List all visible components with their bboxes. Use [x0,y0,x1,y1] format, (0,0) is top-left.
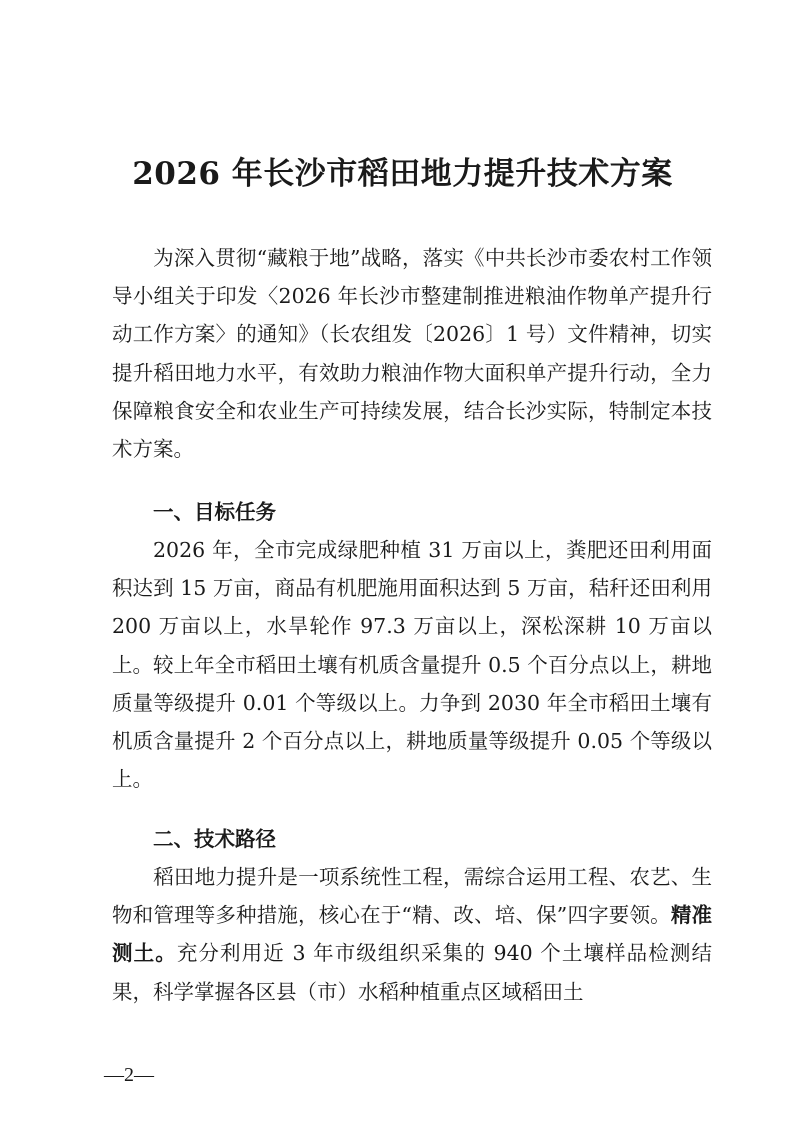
precise-soil-testing-label: 精准测土。 [112,903,713,966]
technical-path-text-1: 稻田地力提升是一项系统性工程，需综合运用工程、农艺、生物和管理等多种措施，核心在于“精、改、培、保”四字要领。 [112,865,712,928]
technical-path-paragraph [112,858,712,1011]
page-number: —2— [104,1064,154,1086]
section-heading-technical-path: 二、技术路径 [153,827,276,851]
technical-path-text-2: 充分利用近 3 年市级组织采集的 940 个土壤样品检测结果，科学掌握各区县（市）水稻种植重点区域稻田土 [112,941,712,1004]
goals-paragraph-text: 2026 年，全市完成绿肥种植 31 万亩以上，粪肥还田利用面积达到 15 万亩，商品有机肥施用面积达到 5 万亩，秸秆还田利用 200 万亩以上，水旱轮作 97.3 万亩以上，深松深耕 10 万亩以上。较上年全市稻田土壤有机质含量提升 0.5 个百分点以上，耕地质量等级提升 0.01 个等级以上。力争到 2030 年全市稻田土壤有机质含量提升 2 个百分点以上，耕地质量等级提升 0.05 个等级以上。 [112,538,712,792]
section-heading-goals: 一、目标任务 [153,500,276,524]
document-title: 2026 年长沙市稻田地力提升技术方案 [132,156,673,192]
intro-paragraph [112,239,712,468]
goals-paragraph [112,531,712,798]
intro-paragraph-text: 为深入贯彻“藏粮于地”战略，落实《中共长沙市委农村工作领导小组关于印发〈2026 年长沙市整建制推进粮油作物单产提升行动工作方案〉的通知》（长农组发〔2026〕1 号）文件精神，切实提升稻田地力水平，有效助力粮油作物大面积单产提升行动，全力保障粮食安全和农业生产可持续发展，结合长沙实际，特制定本技术方案。 [112,246,712,462]
